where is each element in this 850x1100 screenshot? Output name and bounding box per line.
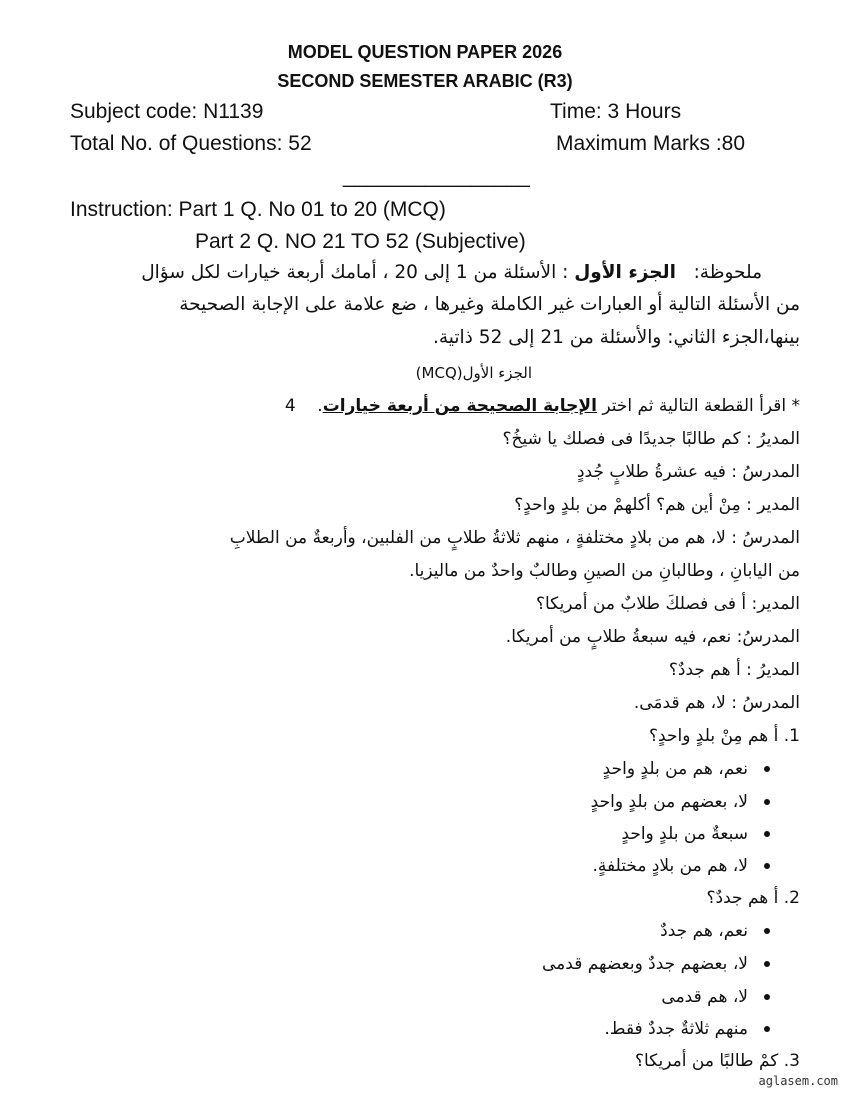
bullet-icon <box>764 994 770 1000</box>
question-1: 1. أ هم مِنْ بلدٍ واحدٍ؟ <box>649 726 800 746</box>
note-line-3: بينها،الجزء الثاني: والأسئلة من 21 إلى 52 ذاتية. <box>433 327 800 348</box>
divider-line: ________________ <box>343 165 530 188</box>
question-marks: 4 <box>284 396 296 416</box>
dialogue-line: المدير : مِنْ أين هم؟ أكلهمْ من بلدٍ واحدٍ؟ <box>514 495 800 515</box>
bullet-icon <box>764 831 770 837</box>
part1-heading: الجزء الأول(MCQ) <box>415 364 532 382</box>
dialogue-line: المديرُ : كم طالبًا جديدًا فى فصلك يا شيخُ؟ <box>502 429 800 449</box>
question-2: 2. أ هم جددٌ؟ <box>706 888 800 908</box>
bullet-icon <box>764 928 770 934</box>
paper-title: MODEL QUESTION PAPER 2026 <box>287 42 563 62</box>
paper-subtitle: SECOND SEMESTER ARABIC (R3) <box>277 71 573 91</box>
maximum-marks: Maximum Marks :80 <box>556 132 746 155</box>
total-questions: Total No. of Questions: 52 <box>70 132 312 155</box>
option-item: نعم، هم جددٌ <box>660 921 770 941</box>
note-label: ملحوظة: <box>693 262 762 283</box>
bullet-icon <box>764 1026 770 1032</box>
dialogue-line: المدرسُ: نعم، فيه سبعةُ طلابٍ من أمريكا. <box>505 627 800 647</box>
reading-instruction: * اقرأ القطعة التالية ثم اختر الإجابة الصحيحة من أربعة خيارات. 4 <box>284 396 800 416</box>
subject-code: Subject code: N1139 <box>70 100 264 123</box>
exam-time: Time: 3 Hours <box>550 100 682 123</box>
note-line-2: من الأسئلة التالية أو العبارات غير الكاملة وغيرها ، ضع علامة على الإجابة الصحيحة <box>179 294 800 315</box>
option-item: لا، بعضهم جددٌ وبعضهم قدمى <box>542 954 770 974</box>
option-item: منهم ثلاثةٌ جددٌ فقط. <box>604 1019 770 1039</box>
instruction-part2: Part 2 Q. NO 21 TO 52 (Subjective) <box>195 230 526 253</box>
dialogue-line: المدرسُ : لا، هم من بلادٍ مختلفةٍ ، منهم ثلاثةُ طلابٍ من الفلبين، وأربعةٌ من الطلابِ <box>229 528 800 548</box>
dialogue-line: المدرسُ : فيه عشرةُ طلابٍ جُددٍ <box>576 462 800 482</box>
option-item: لا، بعضهم من بلدٍ واحدٍ <box>591 792 770 812</box>
instruction-part1: Instruction: Part 1 Q. No 01 to 20 (MCQ) <box>70 198 446 221</box>
option-item: لا، هم قدمى <box>661 987 770 1007</box>
option-item: لا، هم من بلادٍ مختلفةٍ. <box>592 856 770 876</box>
dialogue-line: المدير: أ فى فصلكَ طلابٌ من أمريكا؟ <box>535 594 800 614</box>
note-line1-rest: : الأسئلة من 1 إلى 20 ، أمامك أربعة خيارات لكل سؤال <box>141 262 569 283</box>
bullet-icon <box>764 863 770 869</box>
bullet-icon <box>764 799 770 805</box>
question-3: 3. كمْ طالبًا من أمريكا؟ <box>634 1051 800 1071</box>
note-line-1 <box>141 262 762 283</box>
option-item: نعم، هم من بلدٍ واحدٍ <box>603 759 770 779</box>
instruction-star-text: * اقرأ القطعة التالية ثم اختر <box>602 396 800 416</box>
dialogue-line: من اليابانِ ، وطالبانِ من الصينِ وطالبٌ واحدٌ من ماليزيا. <box>409 561 800 581</box>
bullet-icon <box>764 766 770 772</box>
dialogue-line: المدرسُ : لا، هم قدمَى. <box>633 693 800 713</box>
bullet-icon <box>764 961 770 967</box>
option-item: سبعةٌ من بلدٍ واحدٍ <box>621 824 770 844</box>
dialogue-line: المديرُ : أ هم جددٌ؟ <box>668 660 800 680</box>
instruction-bold-text: الإجابة الصحيحة من أربعة خيارات <box>322 396 597 416</box>
note-part1-label: الجزء الأول <box>574 262 676 283</box>
watermark: aglasem.com <box>758 1074 838 1088</box>
